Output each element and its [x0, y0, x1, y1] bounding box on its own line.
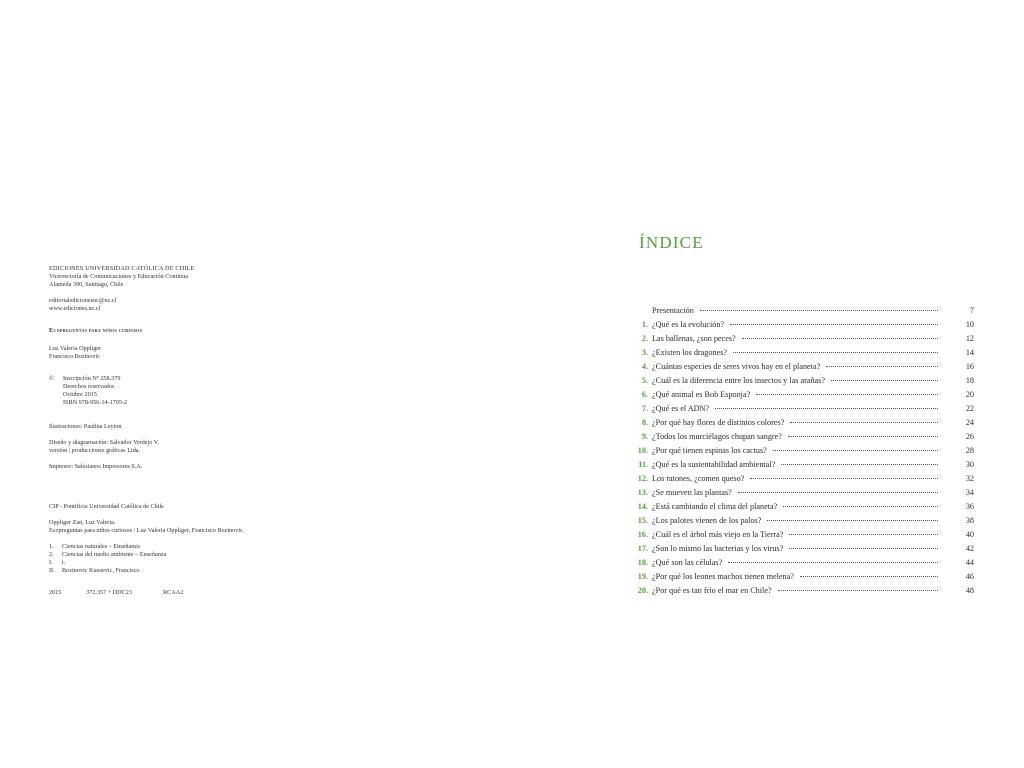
author: Francisco Bozinovic [49, 353, 101, 360]
toc-entry-page: 26 [965, 432, 974, 441]
toc-entry-title: ¿Está cambiando el clima del planeta? [652, 502, 778, 511]
subject-item [49, 551, 166, 559]
toc-dot-leader [756, 394, 938, 395]
toc-entry [624, 306, 974, 320]
toc-entry-page: 18 [965, 376, 974, 385]
toc-entry-number: 15. [637, 516, 648, 525]
toc-entry-number: 17. [637, 544, 648, 553]
cip-heading-text: CIP - Pontificia Universidad Católica de Chile [49, 503, 164, 510]
table-of-contents [624, 306, 974, 600]
toc-entry-title: ¿Cuál es el árbol más viejo en la Tierra? [652, 530, 784, 539]
subject-number: 1. [49, 543, 54, 550]
toc-entry-title: ¿Qué son las células? [652, 558, 723, 567]
toc-dot-leader [778, 590, 938, 591]
toc-entry [624, 586, 974, 600]
book-title: Ecopreguntas para niños curiosos [49, 327, 143, 334]
toc-entry-title: Presentación [652, 306, 694, 315]
toc-entry [624, 334, 974, 348]
toc-entry-title: ¿Los palotes vienen de los palos? [652, 516, 762, 525]
toc-entry [624, 390, 974, 404]
toc-entry [624, 558, 974, 572]
publisher-name: EDICIONES UNIVERSIDAD CATÓLICA DE CHILE [49, 265, 195, 272]
toc-entry-page: 22 [965, 404, 974, 413]
toc-entry [624, 404, 974, 418]
toc-entry-number: 6. [641, 390, 648, 399]
publisher-block [49, 265, 195, 289]
subject-item [49, 567, 166, 575]
catalog-entry-line: Ecopreguntas para niños curiosos / Luz Valeria Oppliger, Francisco Bozinovic. [49, 527, 245, 534]
toc-entry-number: 11. [638, 460, 648, 469]
toc-dot-leader [733, 352, 938, 353]
toc-dot-leader [728, 562, 938, 563]
toc-entry-number: 7. [641, 404, 648, 413]
publisher-department: Vicerrectoría de Comunicaciones y Educación Continua [49, 273, 188, 280]
classification-line [49, 589, 183, 597]
toc-entry-title: ¿Qué es la sustentabilidad ambiental? [652, 460, 776, 469]
toc-entry-title: ¿Qué es la evolución? [652, 320, 725, 329]
toc-entry-title: ¿Todos los murciélagos chupan sangre? [652, 432, 782, 441]
toc-dot-leader [767, 520, 938, 521]
toc-entry [624, 502, 974, 516]
toc-dot-leader [738, 492, 938, 493]
index-page [512, 0, 1024, 768]
subject-text: Ciencias del medio ambiente – Enseñanza [62, 551, 167, 558]
toc-dot-leader [788, 436, 938, 437]
toc-dot-leader [831, 380, 938, 381]
toc-entry-number: 20. [637, 586, 648, 595]
toc-dot-leader [783, 506, 938, 507]
design-credit-line: Diseño y diagramación: Salvador Verdejo V. [49, 439, 159, 446]
toc-entry-title: ¿Se mueven las plantas? [652, 488, 732, 497]
toc-dot-leader [789, 534, 938, 535]
authors-block [49, 345, 101, 361]
toc-entry-number: 10. [637, 446, 648, 455]
toc-entry-number: 19. [637, 572, 648, 581]
toc-entry-title: ¿Por qué los leones machos tienen melena? [652, 572, 794, 581]
toc-entry-page: 24 [965, 418, 974, 427]
toc-entry-page: 42 [965, 544, 974, 553]
toc-entry-title: ¿Por qué tienen espinas los cactus? [652, 446, 767, 455]
toc-entry-page: 38 [965, 516, 974, 525]
design-credit [49, 439, 159, 455]
toc-dot-leader [730, 324, 938, 325]
toc-entry-title: Las ballenas, ¿son peces? [652, 334, 736, 343]
toc-entry [624, 348, 974, 362]
toc-entry [624, 544, 974, 558]
toc-entry-title: ¿Qué es el ADN? [652, 404, 710, 413]
toc-dot-leader [700, 310, 938, 311]
subject-number: II. [49, 567, 55, 574]
classification-rcaa: RCAA2 [163, 589, 184, 596]
publisher-address: Alameda 390, Santiago, Chile [49, 281, 124, 288]
copyright-symbol: © [49, 375, 54, 382]
toc-entry-page: 10 [965, 320, 974, 329]
toc-entry-number: 18. [637, 558, 648, 567]
illustrations-credit [49, 423, 122, 431]
toc-entry [624, 432, 974, 446]
toc-entry-number: 4. [641, 362, 648, 371]
toc-dot-leader [800, 576, 938, 577]
rights-reserved: Derechos reservados [63, 383, 115, 390]
subject-item [49, 559, 166, 567]
design-credit-line: versión | producciones gráficas Ltda. [49, 447, 141, 454]
toc-entry [624, 474, 974, 488]
toc-entry-number: 13. [637, 488, 648, 497]
toc-entry [624, 320, 974, 334]
publication-date: Octubre 2015 [63, 391, 97, 398]
contact-block [49, 297, 116, 313]
toc-dot-leader [715, 408, 938, 409]
toc-entry-page: 30 [965, 460, 974, 469]
publisher-email: editorialedicionesuc@uc.cl [49, 297, 117, 304]
toc-dot-leader [790, 422, 938, 423]
toc-dot-leader [781, 464, 938, 465]
toc-dot-leader [773, 450, 938, 451]
subject-text: Bozinovic Kusoevic, Francisco [62, 567, 140, 574]
toc-entry-page: 36 [965, 502, 974, 511]
toc-entry-number: 16. [637, 530, 648, 539]
subject-text: t. [62, 559, 66, 566]
toc-entry-title: ¿Cuántas especies de seres vivos hay en el planeta? [652, 362, 821, 371]
toc-entry-page: 48 [965, 586, 974, 595]
toc-entry-number: 3. [641, 348, 648, 357]
subject-item [49, 543, 166, 551]
toc-entry [624, 418, 974, 432]
toc-entry-title: Los ratones, ¿comen queso? [652, 474, 745, 483]
toc-entry-page: 28 [965, 446, 974, 455]
toc-entry-number: 1. [641, 320, 648, 329]
subject-text: Ciencias naturales – Enseñanza [62, 543, 140, 550]
toc-entry [624, 516, 974, 530]
isbn: ISBN 978-956-14-1705-2 [63, 399, 128, 406]
publisher-website: www.ediciones.uc.cl [49, 305, 101, 312]
toc-entry-number: 8. [641, 418, 648, 427]
toc-entry-page: 12 [965, 334, 974, 343]
toc-entry-page: 7 [969, 306, 974, 315]
catalog-entry [49, 519, 244, 535]
toc-entry-page: 14 [965, 348, 974, 357]
toc-entry [624, 446, 974, 460]
subject-number: I. [49, 559, 53, 566]
toc-entry-title: ¿Qué animal es Bob Esponja? [652, 390, 751, 399]
subjects-list [49, 543, 166, 575]
toc-dot-leader [789, 548, 938, 549]
classification-year: 2015 [49, 589, 62, 596]
classification-ddc: 372.357 + DDC23 [86, 589, 132, 596]
toc-entry-page: 20 [965, 390, 974, 399]
toc-entry-title: ¿Cuál es la diferencia entre los insectos y las arañas? [652, 376, 826, 385]
catalog-entry-line: Oppliger Zan, Luz Valeria. [49, 519, 116, 526]
toc-entry-number: 2. [641, 334, 648, 343]
toc-entry-number: 9. [641, 432, 648, 441]
registration-number: Inscripción Nº 258.379 [63, 375, 121, 382]
toc-entry-page: 40 [965, 530, 974, 539]
author: Luz Valeria Oppliger [49, 345, 102, 352]
rights-block [49, 375, 127, 407]
toc-entry [624, 530, 974, 544]
toc-entry-number: 12. [637, 474, 648, 483]
toc-entry [624, 460, 974, 474]
book-title-block [49, 327, 142, 335]
toc-entry-page: 34 [965, 488, 974, 497]
toc-entry-title: ¿Por qué hay flores de distintos colores? [652, 418, 785, 427]
subject-number: 2. [49, 551, 54, 558]
toc-dot-leader [826, 366, 938, 367]
toc-entry [624, 488, 974, 502]
toc-entry [624, 572, 974, 586]
toc-entry-number: 14. [637, 502, 648, 511]
toc-entry-title: ¿Son lo mismo las bacterias y los virus? [652, 544, 784, 553]
toc-entry-title: ¿Existen los dragones? [652, 348, 728, 357]
toc-entry-page: 16 [965, 362, 974, 371]
toc-entry-number: 5. [641, 376, 648, 385]
toc-dot-leader [742, 338, 938, 339]
toc-entry-page: 46 [965, 572, 974, 581]
toc-entry [624, 376, 974, 390]
cip-heading [49, 503, 164, 511]
printer-credit-text: Impresor: Salesianos Impresores S.A. [49, 463, 143, 470]
index-title: ÍNDICE [639, 233, 704, 252]
toc-dot-leader [750, 478, 938, 479]
toc-entry-page: 32 [965, 474, 974, 483]
toc-entry-title: ¿Por qué es tan frío el mar en Chile? [652, 586, 772, 595]
printer-credit [49, 463, 142, 471]
toc-entry [624, 362, 974, 376]
toc-entry-page: 44 [965, 558, 974, 567]
illustrations-credit-text: Ilustraciones: Paulina Leyton [49, 423, 122, 430]
